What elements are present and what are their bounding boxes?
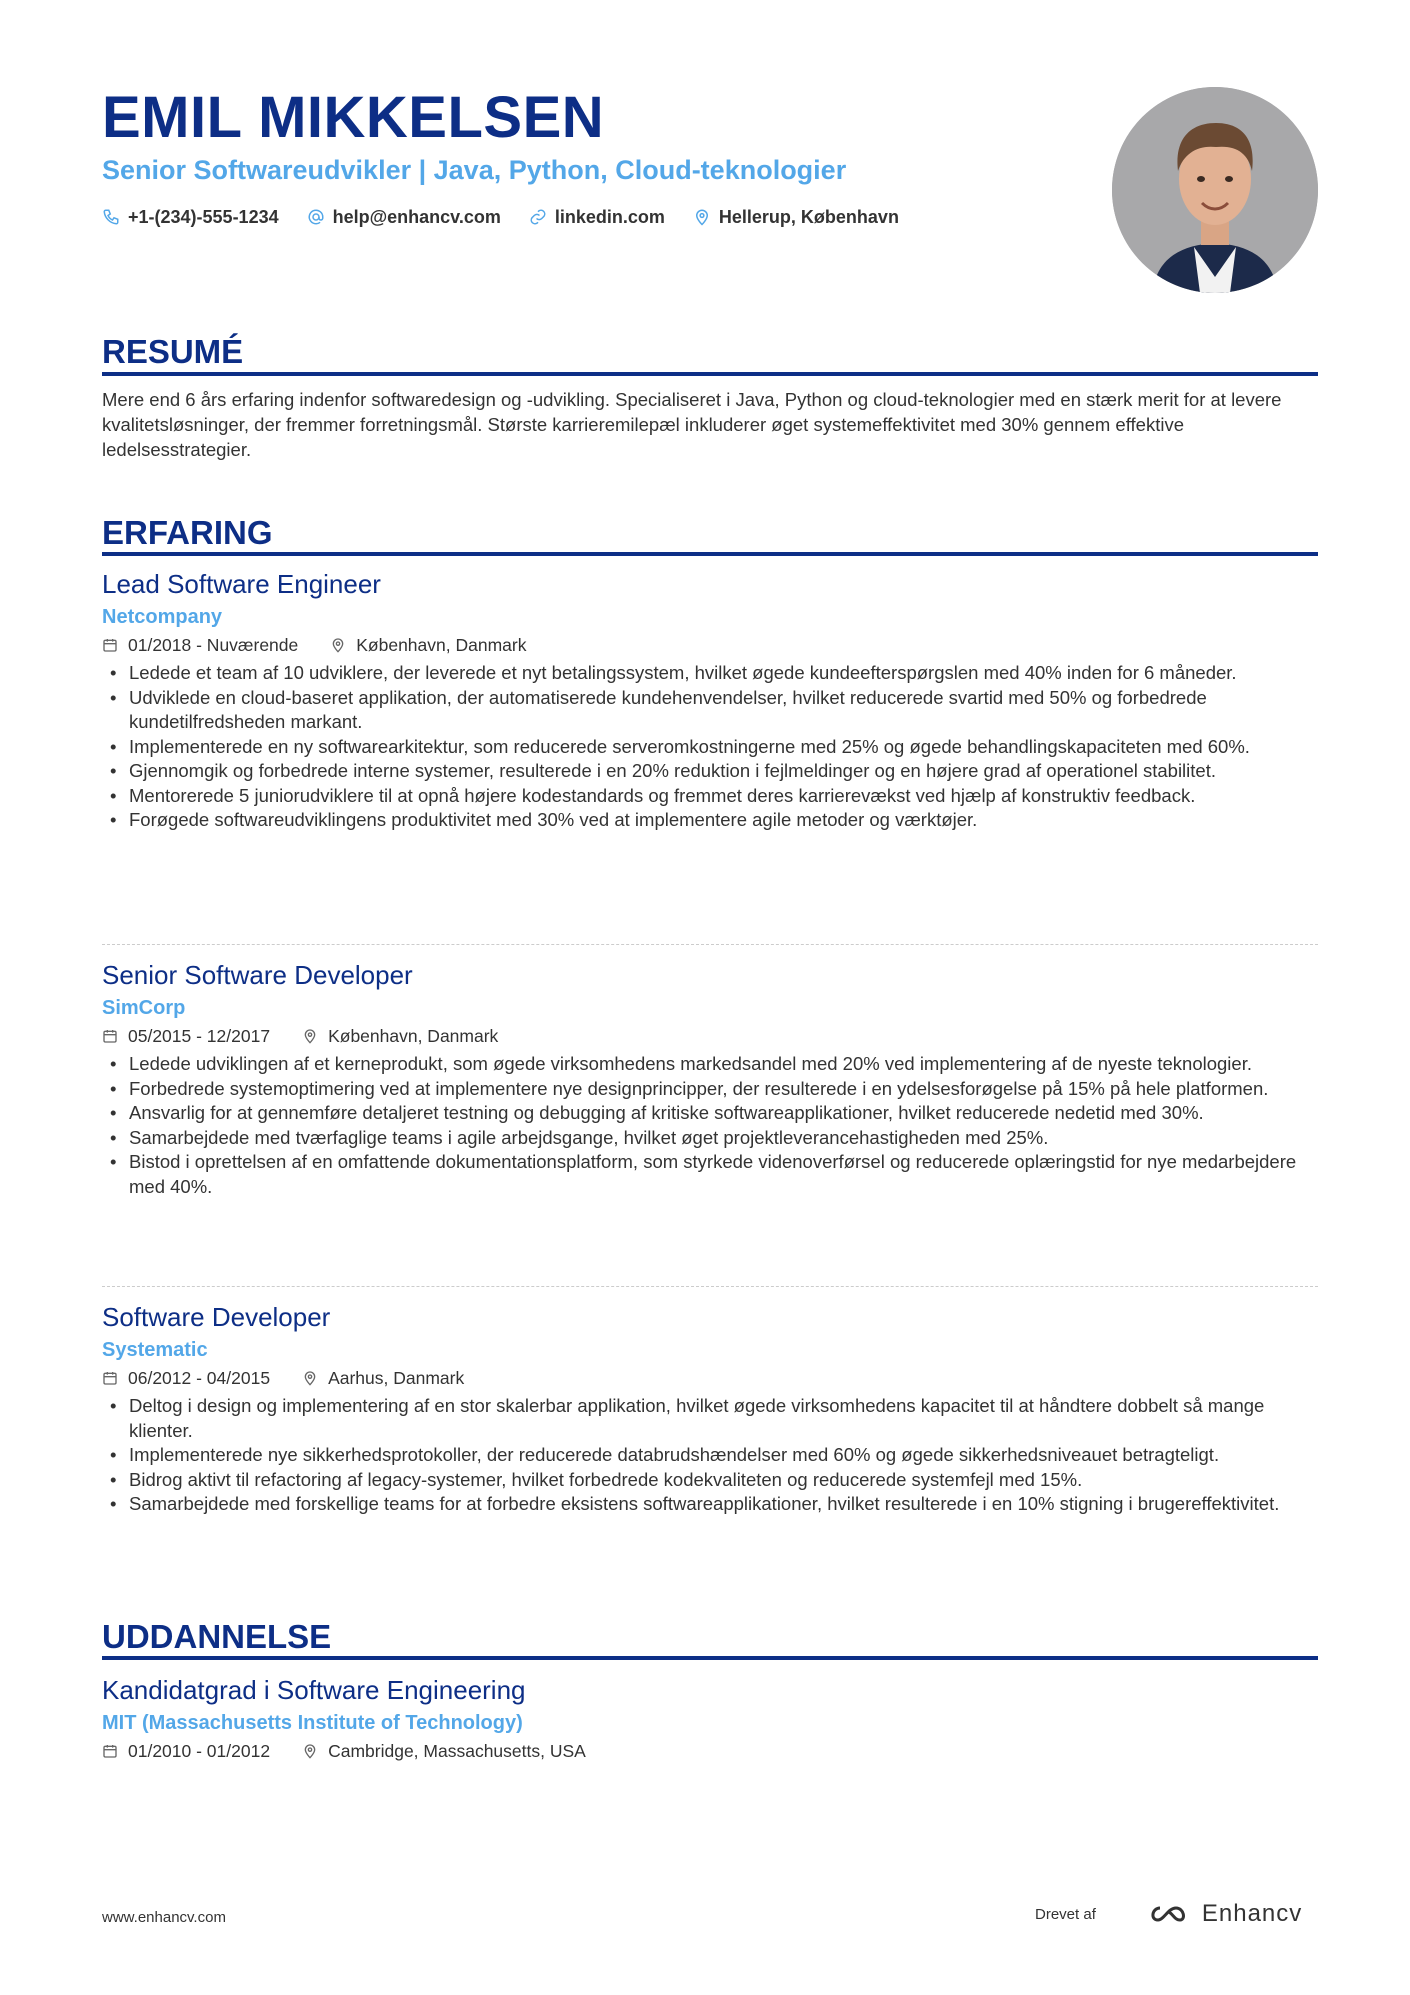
job-bullets: [102, 1052, 1318, 1199]
contact-email[interactable]: [307, 207, 501, 228]
education-location: Cambridge, Massachusetts, USA: [328, 1741, 586, 1761]
link-icon: [529, 208, 547, 226]
job-bullet: • Implementerede nye sikkerhedsprotokoller, der reducerede databrudshændelser med 60% og øgede sikkerhedsniveauet betragteligt.: [102, 1443, 1318, 1468]
calendar-icon: [102, 637, 118, 653]
contact-location-text: Hellerup, København: [718, 206, 899, 227]
job-bullet: • Deltog i design og implementering af en stor skalerbar applikation, hvilket øgede virksomhedens kapacitet til at håndtere dobbelt så mange klienter.: [102, 1394, 1318, 1443]
location-pin-icon: [330, 637, 346, 653]
job-location: København, Danmark: [328, 1026, 499, 1046]
enhancv-logo[interactable]: [1146, 1900, 1302, 1928]
education-heading: UDDANNELSE: [102, 1618, 332, 1655]
footer-branding: [1035, 1900, 1302, 1928]
powered-by-label: Drevet af: [1035, 1905, 1096, 1923]
location-pin-icon: [302, 1028, 318, 1044]
job-company: Systematic: [102, 1339, 208, 1361]
candidate-name: EMIL MIKKELSEN: [102, 85, 605, 150]
job-bullet: • Bidrog aktivt til refactoring af legacy-systemer, hvilket forbedrede kodekvaliteten og reducerede systemfejl med 15%.: [102, 1468, 1318, 1493]
education-entry: [102, 1673, 1318, 1765]
job-bullet: • Samarbejdede med tværfaglige teams i agile arbejdsgange, hvilket øget projektleverancehastigheden med 25%.: [102, 1126, 1318, 1151]
contact-linkedin[interactable]: [529, 207, 665, 228]
education-dates: 01/2010 - 01/2012: [128, 1741, 271, 1761]
candidate-title: Senior Softwareudvikler | Java, Python, Cloud-teknologier: [102, 155, 847, 185]
job-bullet: • Samarbejdede med forskellige teams for at forbedre eksistens softwareapplikationer, hvilket resulterede i en 10% stigning i brugereffektivitet.: [102, 1492, 1318, 1517]
job-divider: [102, 944, 1318, 945]
summary-rule: [102, 372, 1318, 376]
job-meta: [102, 1364, 1318, 1392]
job-divider: [102, 1286, 1318, 1287]
experience-heading: ERFARING: [102, 514, 273, 551]
enhancv-logo-text: Enhancv: [1201, 1900, 1303, 1927]
contact-location: [693, 207, 899, 228]
job-bullets: [102, 661, 1318, 833]
job-bullet: • Gjennomgik og forbedrede interne systemer, resulterede i en 20% reduktion i fejlmeldinger og en højere grad af operationel stabilitet.: [102, 759, 1318, 784]
job-bullet: • Forbedrede systemoptimering ved at implementere nye designprincipper, der resulterede i en ydelsesforøgelse på 15% på hele platformen.: [102, 1077, 1318, 1102]
job-entry: [102, 1300, 1318, 1517]
job-entry: [102, 567, 1318, 833]
job-bullet: • Udviklede en cloud-baseret applikation, der automatiserede kundehenvendelser, hvilket reducerede svartid med 50% og forbedrede kundetilfredsheden markant.: [102, 686, 1318, 735]
job-location: Aarhus, Danmark: [328, 1368, 465, 1388]
contact-email-text: help@enhancv.com: [332, 206, 501, 227]
job-bullet: • Bistod i oprettelsen af en omfattende dokumentationsplatform, som styrkede videnoverførsel og reducerede oplæringstid for nye medarbejdere med 40%.: [102, 1150, 1318, 1199]
experience-rule: [102, 552, 1318, 556]
job-title: Lead Software Engineer: [102, 569, 381, 599]
location-pin-icon: [693, 208, 711, 226]
job-bullets: [102, 1394, 1318, 1517]
job-dates: 05/2015 - 12/2017: [128, 1026, 271, 1046]
job-entry: [102, 958, 1318, 1199]
calendar-icon: [102, 1028, 118, 1044]
contact-bar: [102, 205, 927, 229]
at-icon: [307, 208, 325, 226]
summary-text: Mere end 6 års erfaring indenfor softwaredesign og -udvikling. Specialiseret i Java, Python og cloud-teknologier med en stærk merit for at levere kvalitetsløsninger, der fremmer forretningsmål. Største karrieremilepæl inkluderer øget systemeffektivitet med 30% gennem effektive ledelsesstrategier.: [102, 389, 1282, 460]
job-company: Netcompany: [102, 606, 223, 628]
job-bullet: • Forøgede softwareudviklingens produktivitet med 30% ved at implementere agile metoder og værktøjer.: [102, 808, 1318, 833]
job-bullet: • Implementerede en ny softwarearkitektur, som reducerede serveromkostningerne med 25% og øgede behandlingskapaciteten med 60%.: [102, 735, 1318, 760]
contact-linkedin-text: linkedin.com: [554, 206, 665, 227]
location-pin-icon: [302, 1370, 318, 1386]
job-dates: 06/2012 - 04/2015: [128, 1368, 271, 1388]
job-title: Software Developer: [102, 1302, 331, 1332]
summary-heading: RESUMÉ: [102, 333, 244, 370]
education-meta: [102, 1737, 1318, 1765]
phone-icon: [102, 208, 120, 226]
contact-phone[interactable]: [102, 207, 279, 228]
job-title: Senior Software Developer: [102, 960, 413, 990]
calendar-icon: [102, 1370, 118, 1386]
job-company: SimCorp: [102, 997, 186, 1019]
education-degree: Kandidatgrad i Software Engineering: [102, 1675, 526, 1705]
profile-photo: [1112, 87, 1318, 293]
footer-website[interactable]: www.enhancv.com: [102, 1909, 226, 1926]
job-bullet: • Ansvarlig for at gennemføre detaljeret testning og debugging af kritiske softwareapplikationer, hvilket reducerede nedetid med 30%.: [102, 1101, 1318, 1126]
location-pin-icon: [302, 1743, 318, 1759]
enhancv-logo-icon: [1146, 1902, 1192, 1926]
job-bullet: • Ledede et team af 10 udviklere, der leverede et nyt betalingssystem, hvilket øgede kundeefterspørgslen med 40% inden for 6 måneder.: [102, 661, 1318, 686]
job-dates: 01/2018 - Nuværende: [128, 635, 299, 655]
education-rule: [102, 1656, 1318, 1660]
education-school: MIT (Massachusetts Institute of Technology): [102, 1712, 523, 1734]
job-location: København, Danmark: [356, 635, 527, 655]
calendar-icon: [102, 1743, 118, 1759]
job-bullet: • Mentorerede 5 juniorudviklere til at opnå højere kodestandards og fremmet deres karrierevækst ved hjælp af konstruktiv feedback.: [102, 784, 1318, 809]
profile-portrait-illustration: [1112, 87, 1318, 293]
contact-phone-text: +1-(234)-555-1234: [128, 206, 279, 227]
job-bullet: • Ledede udviklingen af et kerneprodukt, som øgede virksomhedens markedsandel med 20% ved implementering af de nyeste teknologier.: [102, 1052, 1318, 1077]
job-meta: [102, 1022, 1318, 1050]
job-meta: [102, 631, 1318, 659]
